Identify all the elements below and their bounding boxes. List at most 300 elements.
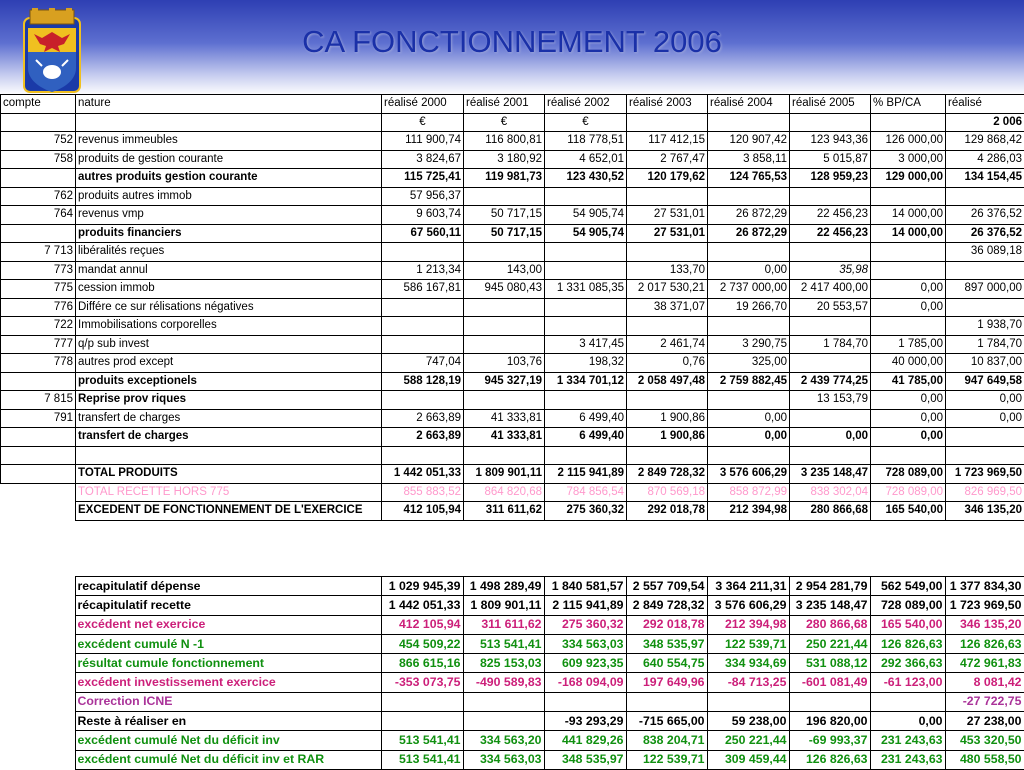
summary-value: 311 611,62 [463,615,544,634]
account-number: 778 [1,354,76,373]
column-subheader [871,113,946,132]
amount-cell [545,187,627,206]
amount-cell: 13 153,79 [790,391,871,410]
amount-cell: 5 015,87 [790,150,871,169]
amount-cell [708,391,790,410]
amount-cell [871,261,946,280]
amount-cell: 41 785,00 [871,372,946,391]
amount-cell: 275 360,32 [545,502,627,521]
amount-cell [790,446,871,465]
summary-value: 1 840 581,57 [544,577,626,596]
amount-cell: 1 785,00 [871,335,946,354]
summary-value: 609 923,35 [544,654,626,673]
amount-cell: 67 560,11 [382,224,464,243]
amount-cell [464,317,545,336]
account-label: cession immob [76,280,382,299]
amount-cell: 6 499,40 [545,428,627,447]
column-header: réalisé 2000 [382,95,464,114]
summary-value: 231 243,63 [870,731,945,750]
column-header: nature [76,95,382,114]
amount-cell [871,446,946,465]
summary-value: 231 243,63 [870,750,945,769]
amount-cell: 826 969,50 [946,483,1024,502]
amount-cell: 129 000,00 [871,169,946,188]
summary-label: Correction ICNE [75,692,381,711]
amount-cell: 870 569,18 [627,483,708,502]
amount-cell: 4 652,01 [545,150,627,169]
amount-cell: 119 981,73 [464,169,545,188]
amount-cell: 0,76 [627,354,708,373]
amount-cell [382,298,464,317]
summary-row [0,750,1024,769]
amount-cell: 1 938,70 [946,317,1024,336]
amount-cell: 10 837,00 [946,354,1024,373]
summary-value: 2 557 709,54 [626,577,707,596]
summary-value: 196 820,00 [789,712,870,731]
amount-cell: 26 376,52 [946,206,1024,225]
amount-cell [382,243,464,262]
summary-value: 2 849 728,32 [626,596,707,615]
amount-cell: 747,04 [382,354,464,373]
summary-value: 27 238,00 [945,712,1024,731]
table-row [1,187,1024,206]
summary-value: 250 221,44 [789,634,870,653]
revenue-table [0,94,1024,521]
amount-cell: 0,00 [790,428,871,447]
amount-cell: 2 017 530,21 [627,280,708,299]
amount-cell: 0,00 [708,428,790,447]
summary-value: 348 535,97 [626,634,707,653]
amount-cell: 41 333,81 [464,409,545,428]
amount-cell: 128 959,23 [790,169,871,188]
account-number: 7 713 [1,243,76,262]
summary-value [544,692,626,711]
amount-cell [790,317,871,336]
summary-value: 197 649,96 [626,673,707,692]
summary-value: 122 539,71 [707,634,789,653]
table-row [1,409,1024,428]
amount-cell: 14 000,00 [871,206,946,225]
amount-cell [464,187,545,206]
amount-cell [946,446,1024,465]
column-subheader: € [382,113,464,132]
amount-cell [946,298,1024,317]
summary-value: 1 498 289,49 [463,577,544,596]
column-header: réalisé [946,95,1024,114]
account-number: 791 [1,409,76,428]
summary-row [0,712,1024,731]
summary-value: 825 153,03 [463,654,544,673]
summary-label: excédent net exercice [75,615,381,634]
amount-cell: 2 417 400,00 [790,280,871,299]
summary-label: excédent cumulé Net du déficit inv [75,731,381,750]
amount-cell [382,446,464,465]
amount-cell: 1 784,70 [946,335,1024,354]
column-header: compte [1,95,76,114]
amount-cell: 120 179,62 [627,169,708,188]
column-header: réalisé 2005 [790,95,871,114]
column-header: réalisé 2001 [464,95,545,114]
empty-cell [0,654,75,673]
summary-value: -168 094,09 [544,673,626,692]
summary-value: 2 115 941,89 [544,596,626,615]
account-label: mandat annul [76,261,382,280]
amount-cell [545,298,627,317]
summary-value [463,712,544,731]
amount-cell: 2 737 000,00 [708,280,790,299]
account-label: Différe ce sur rélisations négatives [76,298,382,317]
summary-value [707,692,789,711]
account-number: 752 [1,132,76,151]
account-number [1,483,76,502]
column-header: réalisé 2002 [545,95,627,114]
amount-cell [545,243,627,262]
amount-cell: 292 018,78 [627,502,708,521]
summary-row [0,634,1024,653]
summary-value: -601 081,49 [789,673,870,692]
account-number: 773 [1,261,76,280]
summary-label: résultat cumule fonctionnement [75,654,381,673]
amount-cell: 858 872,99 [708,483,790,502]
column-subheader [790,113,871,132]
amount-cell: 897 000,00 [946,280,1024,299]
table-row [1,206,1024,225]
summary-value: 309 459,44 [707,750,789,769]
summary-value: 0,00 [870,712,945,731]
amount-cell: 947 649,58 [946,372,1024,391]
account-label: revenus immeubles [76,132,382,151]
amount-cell: 27 531,01 [627,224,708,243]
summary-value: 441 829,26 [544,731,626,750]
empty-cell [0,634,75,653]
table-row [1,502,1024,521]
summary-value [381,712,463,731]
summary-value [463,692,544,711]
amount-cell: 1 900,86 [627,428,708,447]
summary-value: 472 961,83 [945,654,1024,673]
summary-value: 453 320,50 [945,731,1024,750]
account-label: autres prod except [76,354,382,373]
table-row [1,483,1024,502]
summary-row [0,731,1024,750]
amount-cell [382,391,464,410]
amount-cell: 115 725,41 [382,169,464,188]
amount-cell [464,243,545,262]
amount-cell: 3 290,75 [708,335,790,354]
summary-value: -27 722,75 [945,692,1024,711]
empty-cell [0,615,75,634]
amount-cell: 1 442 051,33 [382,465,464,484]
summary-value: 126 826,63 [789,750,870,769]
page-title: CA FONCTIONNEMENT 2006 [0,24,1024,60]
amount-cell: 120 907,42 [708,132,790,151]
amount-cell [627,391,708,410]
table-row [1,446,1024,465]
summary-value: 412 105,94 [381,615,463,634]
amount-cell: 2 058 497,48 [627,372,708,391]
amount-cell: 20 553,57 [790,298,871,317]
account-number [1,372,76,391]
summary-value: 122 539,71 [626,750,707,769]
amount-cell [790,354,871,373]
amount-cell [545,446,627,465]
summary-value: 348 535,97 [544,750,626,769]
summary-row [0,692,1024,711]
amount-cell: 280 866,68 [790,502,871,521]
amount-cell: 0,00 [708,261,790,280]
summary-value: 346 135,20 [945,615,1024,634]
account-number: 764 [1,206,76,225]
account-label: libéralités reçues [76,243,382,262]
amount-cell: 3 824,67 [382,150,464,169]
amount-cell [382,335,464,354]
amount-cell: 728 089,00 [871,465,946,484]
table-row [1,150,1024,169]
table-row [1,224,1024,243]
amount-cell: 728 089,00 [871,483,946,502]
amount-cell: 0,00 [871,298,946,317]
amount-cell: 50 717,15 [464,206,545,225]
amount-cell [382,317,464,336]
account-number: 7 815 [1,391,76,410]
summary-value: 480 558,50 [945,750,1024,769]
account-label: Reprise prov riques [76,391,382,410]
summary-value: 292 018,78 [626,615,707,634]
amount-cell: 1 213,34 [382,261,464,280]
summary-value: 334 934,69 [707,654,789,673]
amount-cell [871,243,946,262]
amount-cell: 126 000,00 [871,132,946,151]
table-row [1,391,1024,410]
summary-value: 640 554,75 [626,654,707,673]
summary-value: 334 563,20 [463,731,544,750]
summary-value: -93 293,29 [544,712,626,731]
amount-cell [946,187,1024,206]
summary-value [870,692,945,711]
summary-value: 1 377 834,30 [945,577,1024,596]
amount-cell: 129 868,42 [946,132,1024,151]
summary-value [626,692,707,711]
amount-cell: 945 327,19 [464,372,545,391]
table-row [1,298,1024,317]
account-label: q/p sub invest [76,335,382,354]
amount-cell: 3 858,11 [708,150,790,169]
summary-value: 250 221,44 [707,731,789,750]
table-row [1,428,1024,447]
account-number [1,428,76,447]
table-row [1,261,1024,280]
account-number [1,502,76,521]
amount-cell: 57 956,37 [382,187,464,206]
amount-cell: 588 128,19 [382,372,464,391]
amount-cell: 41 333,81 [464,428,545,447]
amount-cell: 325,00 [708,354,790,373]
empty-cell [0,712,75,731]
account-label: EXCEDENT DE FONCTIONNEMENT DE L'EXERCICE [76,502,382,521]
account-label: Immobilisations corporelles [76,317,382,336]
amount-cell [790,409,871,428]
amount-cell [708,446,790,465]
amount-cell [627,187,708,206]
account-number: 775 [1,280,76,299]
summary-value: 126 826,63 [945,634,1024,653]
amount-cell: 838 302,04 [790,483,871,502]
amount-cell: 198,32 [545,354,627,373]
amount-cell: 3 417,45 [545,335,627,354]
account-number [1,169,76,188]
summary-value [381,692,463,711]
account-label: transfert de charges [76,409,382,428]
column-header: réalisé 2004 [708,95,790,114]
summary-row [0,673,1024,692]
summary-value: 59 238,00 [707,712,789,731]
summary-value: 292 366,63 [870,654,945,673]
amount-cell [545,317,627,336]
summary-value: 275 360,32 [544,615,626,634]
summary-row [0,615,1024,634]
amount-cell [708,243,790,262]
amount-cell: 1 331 085,35 [545,280,627,299]
summary-label: recapitulatif dépense [75,577,381,596]
amount-cell: 855 883,52 [382,483,464,502]
summary-value: 513 541,41 [463,634,544,653]
amount-cell: 26 872,29 [708,224,790,243]
summary-value: -715 665,00 [626,712,707,731]
amount-cell: 14 000,00 [871,224,946,243]
amount-cell: 54 905,74 [545,206,627,225]
amount-cell: 586 167,81 [382,280,464,299]
currency-row [1,113,1024,132]
summary-value: -353 073,75 [381,673,463,692]
summary-value: 838 204,71 [626,731,707,750]
amount-cell: 27 531,01 [627,206,708,225]
column-header: % BP/CA [871,95,946,114]
amount-cell: 3 576 606,29 [708,465,790,484]
account-number: 722 [1,317,76,336]
amount-cell [790,187,871,206]
summary-value: 866 615,16 [381,654,463,673]
amount-cell: 2 759 882,45 [708,372,790,391]
summary-value: 513 541,41 [381,750,463,769]
amount-cell: 0,00 [871,391,946,410]
account-label: produits autres immob [76,187,382,206]
amount-cell: 2 767,47 [627,150,708,169]
account-label: TOTAL PRODUITS [76,465,382,484]
summary-value: 165 540,00 [870,615,945,634]
table-row [1,243,1024,262]
summary-label: excédent cumulé Net du déficit inv et RAR [75,750,381,769]
account-label: transfert de charges [76,428,382,447]
account-label: produits exceptionels [76,372,382,391]
amount-cell: 165 540,00 [871,502,946,521]
account-label: revenus vmp [76,206,382,225]
amount-cell: 2 663,89 [382,428,464,447]
amount-cell: 0,00 [871,428,946,447]
amount-cell: 133,70 [627,261,708,280]
amount-cell: 111 900,74 [382,132,464,151]
account-number: 758 [1,150,76,169]
account-label: autres produits gestion courante [76,169,382,188]
summary-value: 3 364 211,31 [707,577,789,596]
account-number: 776 [1,298,76,317]
summary-value: 212 394,98 [707,615,789,634]
column-subheader [76,113,382,132]
summary-value: 2 954 281,79 [789,577,870,596]
summary-label: Reste à réaliser en [75,712,381,731]
column-header: réalisé 2003 [627,95,708,114]
column-subheader: € [464,113,545,132]
amount-cell: 35,98 [790,261,871,280]
table-row [1,354,1024,373]
summary-value: 280 866,68 [789,615,870,634]
amount-cell: 0,00 [871,280,946,299]
amount-cell [871,187,946,206]
summary-value [789,692,870,711]
amount-cell: 22 456,23 [790,206,871,225]
amount-cell: 124 765,53 [708,169,790,188]
amount-cell: 26 872,29 [708,206,790,225]
amount-cell [946,261,1024,280]
account-label: TOTAL RECETTE HORS 775 [76,483,382,502]
amount-cell: 36 089,18 [946,243,1024,262]
table-row [1,335,1024,354]
amount-cell: 3 000,00 [871,150,946,169]
summary-value: 1 029 945,39 [381,577,463,596]
amount-cell: 1 723 969,50 [946,465,1024,484]
summary-row [0,654,1024,673]
table-row [1,465,1024,484]
amount-cell: 26 376,52 [946,224,1024,243]
empty-cell [0,750,75,769]
amount-cell: 784 856,54 [545,483,627,502]
amount-cell: 123 943,36 [790,132,871,151]
amount-cell: 2 849 728,32 [627,465,708,484]
empty-cell [0,692,75,711]
summary-label: excédent cumulé N -1 [75,634,381,653]
amount-cell: 2 663,89 [382,409,464,428]
column-subheader [627,113,708,132]
amount-cell: 9 603,74 [382,206,464,225]
summary-value: 454 509,22 [381,634,463,653]
summary-value: 334 563,03 [463,750,544,769]
summary-label: excédent investissement exercice [75,673,381,692]
summary-row [0,596,1024,615]
amount-cell [790,243,871,262]
amount-cell [464,446,545,465]
amount-cell: 103,76 [464,354,545,373]
column-subheader: € [545,113,627,132]
summary-value: -84 713,25 [707,673,789,692]
amount-cell [545,391,627,410]
table-row [1,280,1024,299]
table-row [1,132,1024,151]
summary-value: 1 723 969,50 [945,596,1024,615]
amount-cell: 2 461,74 [627,335,708,354]
summary-value: -61 123,00 [870,673,945,692]
amount-cell: 50 717,15 [464,224,545,243]
column-subheader: 2 006 [946,113,1024,132]
summary-value: 728 089,00 [870,596,945,615]
amount-cell: 346 135,20 [946,502,1024,521]
empty-cell [0,596,75,615]
amount-cell: 54 905,74 [545,224,627,243]
amount-cell: 945 080,43 [464,280,545,299]
summary-label: récapitulatif recette [75,596,381,615]
amount-cell: 864 820,68 [464,483,545,502]
header-row [1,95,1024,114]
account-number: 762 [1,187,76,206]
amount-cell [464,335,545,354]
